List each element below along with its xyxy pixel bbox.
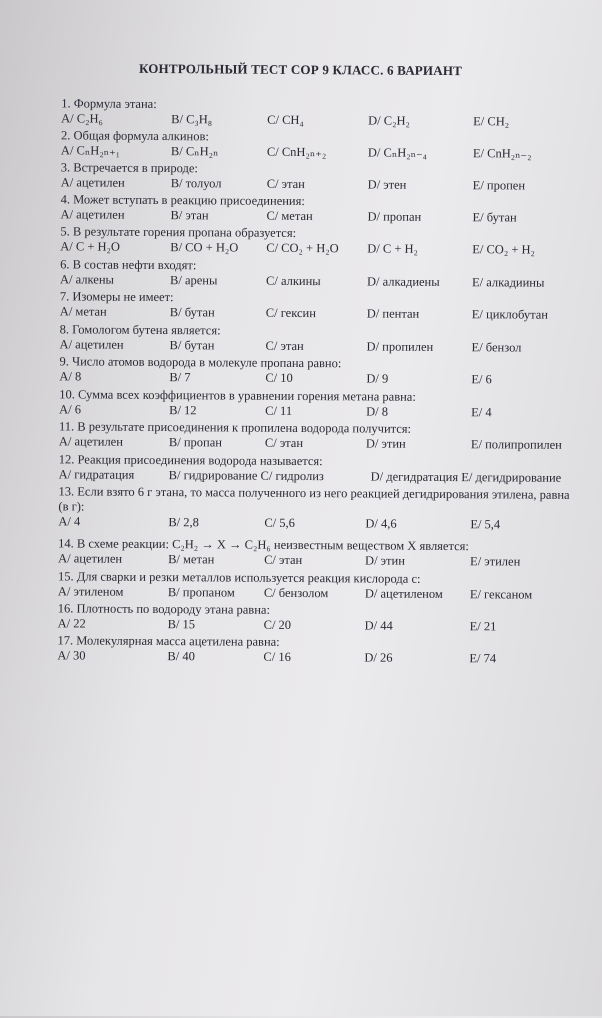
answer-option: D/ этин — [365, 436, 406, 451]
answer-option: D/ этин — [365, 553, 405, 568]
answer-options — [61, 111, 601, 130]
answer-option: C/ алкины — [265, 273, 321, 289]
test-title: КОНТРОЛЬНЫЙ ТЕСТ СОР 9 КЛАСС. 6 ВАРИАНТ — [138, 60, 463, 79]
answer-option: A/ ацетилен — [59, 337, 124, 352]
question-text: 6. В состав нефти входят: — [60, 257, 197, 273]
answer-option: A/ C₂H₆ — [61, 111, 103, 126]
answer-option: A/ 4 — [58, 514, 81, 529]
question-text: 15. Для сварки и резки металлов используется реакция кислорода с: — [57, 569, 421, 586]
answer-option: C/ этан — [265, 338, 304, 354]
answer-option: A/ 8 — [59, 369, 82, 384]
answer-options — [58, 616, 598, 635]
answer-option: B/ 7 — [169, 370, 191, 385]
answer-option: A/ 22 — [57, 616, 86, 631]
answer-option: B/ пропаном — [167, 585, 235, 600]
question-text: 11. В результате присоединения к пропилена водорода получится: — [58, 419, 412, 436]
answer-option: D/ C₂H₂ — [368, 113, 410, 128]
answer-option: A/ метан — [59, 304, 107, 319]
answer-option: A/ ацетилен — [60, 175, 125, 190]
answer-option: C/ 10 — [265, 370, 293, 385]
answer-option: B/ этан — [170, 208, 209, 223]
answer-option: E/ пропен — [472, 178, 526, 193]
question-text: 13. Если взято 6 г этана, то масса полученного из него реакцией дегидрирования этилена, равна (в г): — [58, 484, 570, 514]
answer-option: A/ ацетилен — [58, 551, 123, 566]
answer-options — [60, 239, 600, 258]
answer-option: D/ пентан — [366, 306, 420, 321]
answer-option: C/ гексин — [265, 305, 317, 321]
answer-options — [60, 207, 600, 226]
answer-option: C/ CH₄ — [267, 112, 304, 128]
answer-option: C/ 16 — [263, 649, 291, 664]
question-text: 1. Формула этана: — [61, 96, 157, 111]
answer-option: C/ CnH₂ₙ₊₂ — [266, 144, 327, 160]
answer-option: B/ толуол — [170, 176, 222, 191]
answer-option: B/ 15 — [167, 617, 196, 632]
answer-options — [59, 402, 599, 421]
answer-option: C/ этан — [264, 435, 304, 451]
answer-option: E/ 4 — [471, 405, 492, 420]
answer-option: A/ C + H₂O — [60, 239, 121, 254]
answer-options — [61, 143, 601, 162]
answer-option: C/ этан — [264, 552, 303, 568]
answer-option: C/ метан — [266, 208, 313, 224]
question-text: 10. Сумма всех коэффициентов в уравнении горения метана равна: — [59, 387, 416, 404]
answer-option: E/ полипропилен — [470, 437, 562, 452]
answer-option: D/ дегидратация E/ дегидрирование — [370, 469, 562, 485]
answer-option: B/ арены — [169, 273, 218, 288]
answer-option: C/ 11 — [265, 403, 293, 418]
question-text: 17. Молекулярная масса ацетилена равна: — [57, 633, 280, 649]
question-text: 3. Встречается в природе: — [60, 160, 198, 176]
answer-option: C/ 5,6 — [264, 515, 295, 530]
answer-option: C/ CO₂ + H₂O — [266, 240, 339, 256]
question-text: 4. Может вступать в реакцию присоединения: — [60, 192, 305, 209]
answer-option: C/ 20 — [263, 617, 292, 632]
answer-option: E/ циклобутан — [471, 307, 549, 322]
answer-option: B/ C₃H₈ — [171, 112, 213, 127]
answer-option: A/ гидратация — [58, 467, 135, 482]
answer-options — [59, 467, 599, 486]
answer-option: E/ этилен — [470, 554, 521, 569]
question-text: 8. Гомологом бутена является: — [59, 322, 221, 338]
answer-options — [60, 272, 600, 291]
answer-option: D/ 8 — [366, 404, 389, 419]
answer-option: E/ бутан — [472, 210, 517, 225]
answer-option: B/ CO + H₂O — [170, 240, 239, 255]
question-text: 12. Реакция присоединения водорода называется: — [58, 452, 323, 469]
answer-option: A/ ацетилен — [60, 207, 125, 222]
answer-option: A/ 30 — [57, 648, 86, 663]
question-text: 2. Общая формула алкинов: — [61, 128, 209, 144]
answer-option: D/ 9 — [366, 371, 389, 386]
answer-option: B/ бутан — [169, 338, 215, 353]
answer-option: E/ 5,4 — [470, 517, 501, 532]
answer-options — [60, 337, 600, 356]
answer-option: B/ метан — [168, 552, 215, 567]
answer-options — [60, 304, 600, 323]
answer-option: B/ 2,8 — [168, 515, 199, 530]
answer-option: B/ 40 — [167, 649, 195, 664]
answer-option: E/ алкадиины — [471, 275, 545, 290]
answer-option: A/ алкены — [59, 272, 115, 287]
question-text: 9. Число атомов водорода в молекуле пропана равно: — [59, 354, 342, 371]
answer-options — [61, 175, 601, 194]
answer-option: D/ CₙH₂ₙ₋₄ — [367, 145, 428, 160]
answer-option: E/ CnH₂ₙ₋₂ — [472, 146, 532, 161]
answer-option: D/ C + H₂ — [367, 241, 418, 256]
answer-option: D/ этен — [367, 177, 407, 192]
answer-option: C/ бензолом — [263, 585, 329, 601]
answer-options — [59, 434, 599, 453]
answer-option: E/ гексаном — [469, 587, 533, 602]
answer-option: B/ гидрирование C/ гидролиз — [168, 468, 324, 484]
answer-option: B/ пропан — [168, 435, 223, 450]
answer-option: A/ 6 — [59, 402, 82, 417]
answer-option: A/ ацетилен — [58, 434, 124, 449]
answer-option: B/ 12 — [169, 403, 197, 418]
answer-option: A/ CₙH₂ₙ₊₁ — [60, 143, 121, 158]
answer-option: B/ бутан — [169, 305, 215, 320]
answer-option: E/ CH₂ — [473, 114, 510, 129]
answer-option: C/ этан — [266, 176, 305, 192]
answer-options — [58, 514, 598, 533]
answer-option: E/ 21 — [469, 619, 497, 634]
answer-options — [58, 551, 598, 570]
answer-options — [59, 369, 599, 388]
question-text: 16. Плотность по водороду этана равна: — [57, 601, 271, 617]
answer-options — [58, 584, 598, 603]
question-text: 7. Изомеры не имеет: — [59, 289, 174, 305]
answer-option: A/ этиленом — [57, 584, 124, 599]
answer-option: D/ пропан — [367, 209, 422, 224]
answer-option: E/ 74 — [469, 651, 497, 666]
answer-option: D/ 26 — [364, 650, 393, 665]
answer-option: B/ CₙH₂ₙ — [170, 144, 219, 159]
answer-options — [57, 648, 597, 667]
answer-option: D/ пропилен — [366, 339, 434, 354]
answer-option: E/ 6 — [471, 372, 492, 387]
answer-option: D/ 4,6 — [365, 516, 397, 531]
answer-option: E/ бензол — [471, 340, 522, 355]
answer-option: D/ алкадиены — [366, 274, 440, 289]
answer-option: D/ 44 — [364, 618, 393, 633]
answer-option: D/ ацетиленом — [364, 586, 443, 602]
question-text: 5. В результате горения пропана образуется: — [60, 224, 297, 240]
answer-option: E/ CO₂ + H₂ — [472, 242, 535, 257]
question-text: 14. В схеме реакции: C₂H₂ → X → C₂H₆ неизвестным веществом X является: — [58, 536, 469, 554]
